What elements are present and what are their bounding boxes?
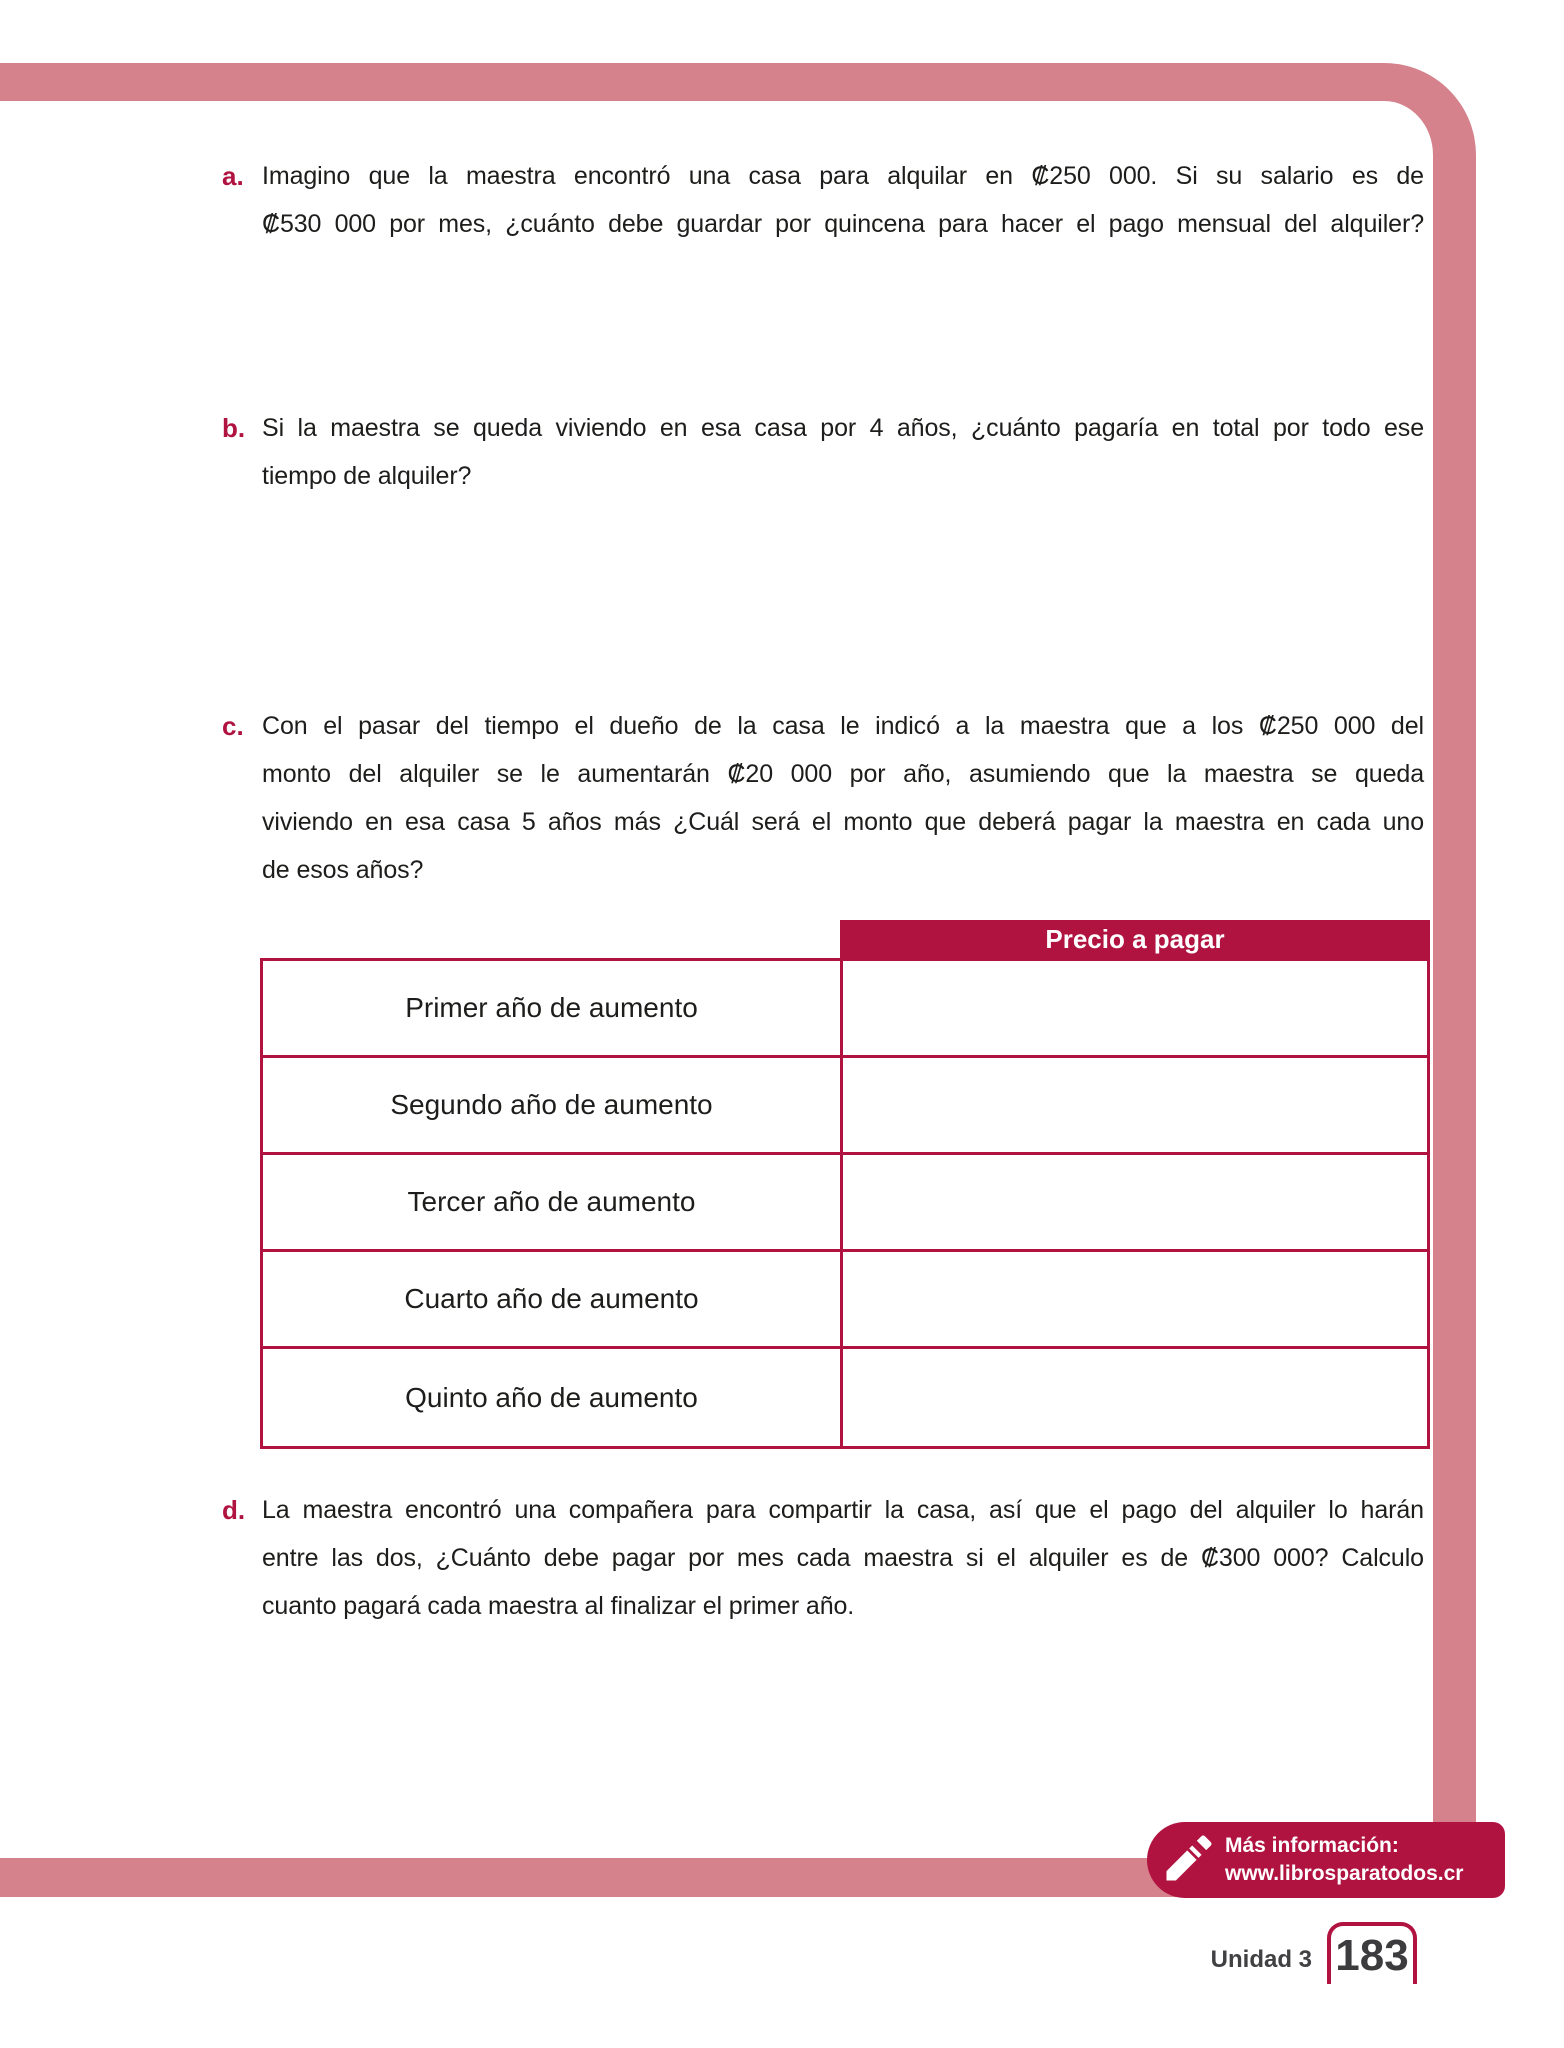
- answer-cell: [843, 1349, 1427, 1446]
- item-text-line: tiempo de alquiler?: [262, 462, 472, 490]
- item-letter: c.: [222, 711, 244, 741]
- row-label-cell: Quinto año de aumento: [263, 1349, 843, 1446]
- unit-label: Unidad 3: [1210, 1946, 1312, 1973]
- row-label-cell: Cuarto año de aumento: [263, 1252, 843, 1346]
- row-label-cell: Tercer año de aumento: [263, 1155, 843, 1249]
- item-text-line: cuanto pagará cada maestra al finalizar el primer año.: [262, 1592, 855, 1620]
- page-number: 183: [1335, 1931, 1409, 1980]
- table-row: [263, 1155, 1427, 1252]
- item-letter: a.: [222, 161, 244, 191]
- page-number-tab: [1327, 1922, 1417, 1984]
- item-text-line: viviendo en esa casa 5 años más ¿Cuál será el monto que deberá pagar la maestra en cada uno: [262, 808, 1424, 836]
- more-info-label: Más información:: [1225, 1834, 1399, 1857]
- answer-cell: [843, 1058, 1427, 1152]
- exercise-item-b: [222, 404, 1424, 500]
- item-text-line: entre las dos, ¿Cuánto debe pagar por mes cada maestra si el alquiler es de ₡300 000? Calculo: [262, 1544, 1424, 1572]
- item-letter: d.: [222, 1495, 246, 1525]
- price-table-header: Precio a pagar: [840, 920, 1430, 958]
- more-info-url: www.librosparatodos.cr: [1225, 1862, 1464, 1885]
- exercise-item-d: [222, 1486, 1424, 1630]
- item-text-line: Con el pasar del tiempo el dueño de la casa le indicó a la maestra que a los ₡250 000 del: [262, 712, 1424, 740]
- item-text-line: Si la maestra se queda viviendo en esa casa por 4 años, ¿cuánto pagaría en total por todo ese: [262, 414, 1424, 442]
- table-row: [263, 961, 1427, 1058]
- row-label-cell: Segundo año de aumento: [263, 1058, 843, 1152]
- row-label-cell: Primer año de aumento: [263, 961, 843, 1055]
- item-text-line: ₡530 000 por mes, ¿cuánto debe guardar por quincena para hacer el pago mensual del alquiler?: [262, 210, 1424, 238]
- item-text-line: de esos años?: [262, 856, 424, 884]
- item-text-line: Imagino que la maestra encontró una casa para alquilar en ₡250 000. Si su salario es de: [262, 162, 1424, 190]
- table-row: [263, 1252, 1427, 1349]
- item-text-line: monto del alquiler se le aumentarán ₡20 000 por año, asumiendo que la maestra se queda: [262, 760, 1424, 788]
- answer-cell: [843, 1252, 1427, 1346]
- answer-cell: [843, 1155, 1427, 1249]
- item-letter: b.: [222, 413, 246, 443]
- exercise-item-a: [222, 152, 1424, 248]
- more-info-badge: [1147, 1822, 1505, 1898]
- answer-cell: [843, 961, 1427, 1055]
- table-row: [263, 1349, 1427, 1446]
- table-row: [263, 1058, 1427, 1155]
- price-table: [260, 958, 1430, 1449]
- item-text-line: La maestra encontró una compañera para compartir la casa, así que el pago del alquiler lo harán: [262, 1496, 1424, 1524]
- pencil-icon: [1159, 1828, 1219, 1893]
- exercise-item-c: [222, 702, 1424, 894]
